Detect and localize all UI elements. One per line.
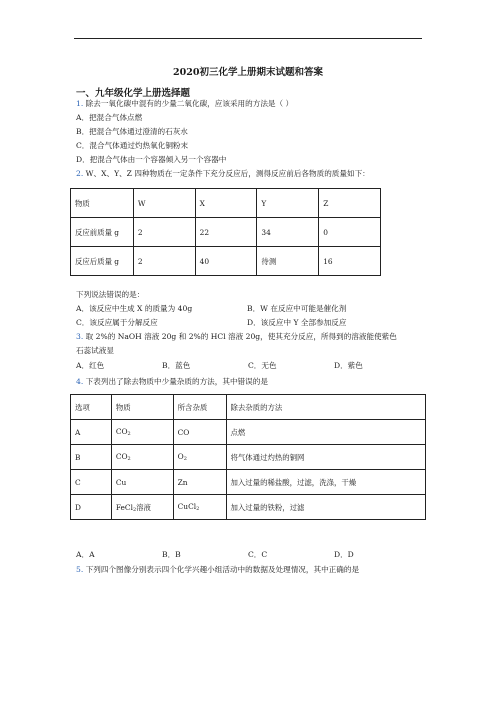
table-cell: 40 [195, 247, 257, 276]
table-row [71, 495, 426, 520]
question-4 [76, 377, 268, 387]
question-4-number: 4. [76, 377, 84, 386]
table-row [71, 218, 381, 247]
section-heading: 一、九年级化学上册选择题 [76, 88, 191, 99]
question-1 [76, 99, 293, 109]
question-2-text: W、X、Y、Z 四种物质在一定条件下充分反应后，测得反应前后各物质的质量如下： [85, 169, 370, 178]
table-row [71, 445, 426, 470]
q3-option-d: D．紫色 [334, 361, 363, 370]
table-cell: A [71, 420, 112, 445]
q2-options-row-1 [76, 304, 416, 314]
formula-text: CO [115, 427, 128, 436]
table-cell: 加入过量的稀盐酸，过滤，洗涤，干燥 [226, 470, 426, 495]
table-cell: D [71, 495, 112, 520]
q4-option-a: A．A [76, 550, 95, 559]
q2-options-row-2 [76, 318, 416, 328]
q2-prompt: 下列说法错误的是： [76, 290, 145, 299]
table-cell: 2 [133, 247, 195, 276]
question-1-text: 除去一氧化碳中混有的少量二氧化碳，应该采用的方法是（ ） [85, 99, 294, 108]
table-row [71, 189, 381, 218]
table-cell [111, 495, 173, 520]
header-rule [74, 38, 422, 39]
q3-option-c: C．无色 [248, 361, 277, 370]
table-cell: Z [319, 189, 381, 218]
table-row [71, 247, 381, 276]
question-3-number: 3. [76, 332, 84, 341]
table-cell: B [71, 445, 112, 470]
question-3-line-1: 取 2%的 NaOH 溶液 20g 和 2%的 HCl 溶液 20g，使其充分反应，所得到的溶液能使紫色 [85, 332, 397, 341]
formula-text: FeCl [115, 502, 133, 512]
impurity-table [70, 394, 426, 520]
table-cell: 将气体通过灼热的铜网 [226, 445, 426, 470]
formula-text: Cu [115, 477, 127, 487]
table-cell [173, 445, 226, 470]
table-header-cell: 物质 [111, 395, 173, 420]
question-5-text: 下列四个图像分别表示四个化学兴趣小组活动中的数据及处理情况，其中正确的是 [85, 565, 360, 574]
table-cell: 34 [257, 218, 319, 247]
table-cell [111, 470, 173, 495]
table-cell: 16 [319, 247, 381, 276]
page-title: 2020初三化学上册期末试题和答案 [173, 67, 323, 78]
formula-text: O [177, 452, 184, 461]
table-cell: X [195, 189, 257, 218]
formula-subscript: 2 [183, 456, 187, 462]
question-5 [76, 565, 359, 575]
question-4-text: 下表列出了除去物质中少量杂质的方法，其中错误的是 [85, 377, 268, 386]
table-cell [173, 420, 226, 445]
question-3 [76, 332, 397, 342]
table-header-cell: 除去杂质的方法 [226, 395, 426, 420]
q4-option-c: C．C [248, 550, 268, 559]
formula-subscript: 2 [127, 431, 131, 437]
formula-text: CO [177, 427, 190, 437]
formula-subscript: 2 [132, 506, 137, 513]
table-cell: 物质 [71, 189, 134, 218]
formula-text: CO [115, 452, 128, 461]
table-cell: 加入过量的铁粉，过滤 [226, 495, 426, 520]
q1-option-b: B．把混合气体通过澄清的石灰水 [76, 127, 188, 136]
table-header-cell: 选项 [71, 395, 112, 420]
q3-option-a: A．红色 [76, 361, 105, 370]
table-cell: 点燃 [226, 420, 426, 445]
q1-option-a: A．把混合气体点燃 [76, 113, 143, 122]
table-cell: W [133, 189, 195, 218]
table-cell [173, 495, 226, 520]
table-cell: Y [257, 189, 319, 218]
q1-option-d: D．把混合气体由一个容器倾入另一个容器中 [76, 155, 227, 164]
q2-option-a: A．该反应中生成 X 的质量为 40g [76, 304, 193, 313]
table-cell [173, 470, 226, 495]
table-row [71, 395, 426, 420]
question-2-number: 2. [76, 169, 84, 178]
table-row [71, 470, 426, 495]
table-cell: 2 [133, 218, 195, 247]
table-cell: 22 [195, 218, 257, 247]
formula-suffix: 溶液 [136, 502, 151, 512]
table-cell: C [71, 470, 112, 495]
table-cell: 待测 [257, 247, 319, 276]
table-cell [111, 445, 173, 470]
formula-subscript: 2 [196, 506, 200, 512]
formula-subscript: 2 [127, 456, 131, 462]
q4-option-b: B．B [162, 550, 181, 559]
table-header-cell: 所含杂质 [173, 395, 226, 420]
q4-option-d: D．D [334, 550, 354, 559]
q3-option-b: B．蓝色 [162, 361, 191, 370]
q4-options [76, 550, 416, 560]
q2-option-c: C．该反应属于分解反应 [76, 318, 158, 327]
formula-text: Zn [177, 477, 188, 487]
question-5-number: 5. [76, 565, 84, 574]
question-2 [76, 169, 370, 179]
q3-options [76, 361, 416, 371]
table-cell [111, 420, 173, 445]
formula-text: CuCl [177, 502, 197, 511]
question-3-line-2: 石蕊试液显 [76, 346, 114, 355]
table-cell: 反应后质量 g [71, 247, 134, 276]
table-cell: 0 [319, 218, 381, 247]
question-1-number: 1. [76, 99, 84, 108]
q2-option-d: D．该反应中 Y 全部参加反应 [247, 318, 347, 327]
table-row [71, 420, 426, 445]
q1-option-c: C．混合气体通过灼热氧化铜粉末 [76, 141, 189, 150]
table-cell: 反应前质量 g [71, 218, 134, 247]
mass-table [70, 188, 381, 276]
q2-option-b: B．W 在反应中可能是催化剂 [247, 304, 347, 313]
